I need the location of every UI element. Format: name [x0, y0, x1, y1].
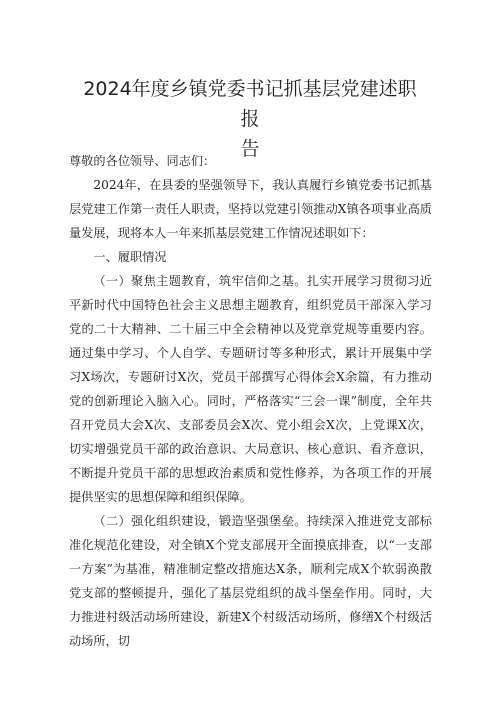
paragraph-1: （一）聚焦主题教育，筑牢信仰之基。扎实开展学习贯彻习近平新时代中国特色社会主义思想主题教育，组织党员干部深入学习党的二十大精神、二十届三中全会精神以及党章党规等重要内容。通过集中学习、个人自学、专题研讨等多种形式，累计开展集中学习X场次，专题研讨X次，党员干部撰写心得体会X余篇，有力推动党的创新理论入脑入心。同时，严格落实“三会一课”制度，全年共召开党员大会X次、支部委员会X次、党小组会X次，上党课X次，切实增强党员干部的政治意识、大局意识、核心意识、看齐意识，不断提升党员干部的思想政治素质和党性修养，为各项工作的开展提供坚实的思想保障和组织保障。	[69, 274, 432, 504]
intro-paragraph: 2024年，在县委的坚强领导下，我认真履行乡镇党委书记抓基层党建工作第一责任人职责，坚持以党建引领推动X镇各项事业高质量发展，现将本人一年来抓基层党建工作情况述职如下：	[69, 178, 432, 240]
paragraph-2: （二）强化组织建设，锻造坚强堡垒。持续深入推进党支部标准化规范化建设，对全镇X个党支部展开全面摸底排查，以“一支部一方案”为基准，精准制定整改措施达X条，顺利完成X个软弱涣散党支部的整顿提升，强化了基层党组织的战斗堡垒作用。同时，大力推进村级活动场所建设，新建X个村级活动场所，修缮X个村级活动场所，切	[69, 514, 432, 648]
title-line-1: 2024年度乡镇党委书记抓基层党建述职报	[83, 78, 417, 130]
section-heading: 一、履职情况	[93, 250, 167, 264]
title-line-2: 告	[240, 138, 260, 160]
document-body	[69, 149, 432, 653]
salutation: 尊敬的各位领导、同志们：	[69, 154, 216, 168]
